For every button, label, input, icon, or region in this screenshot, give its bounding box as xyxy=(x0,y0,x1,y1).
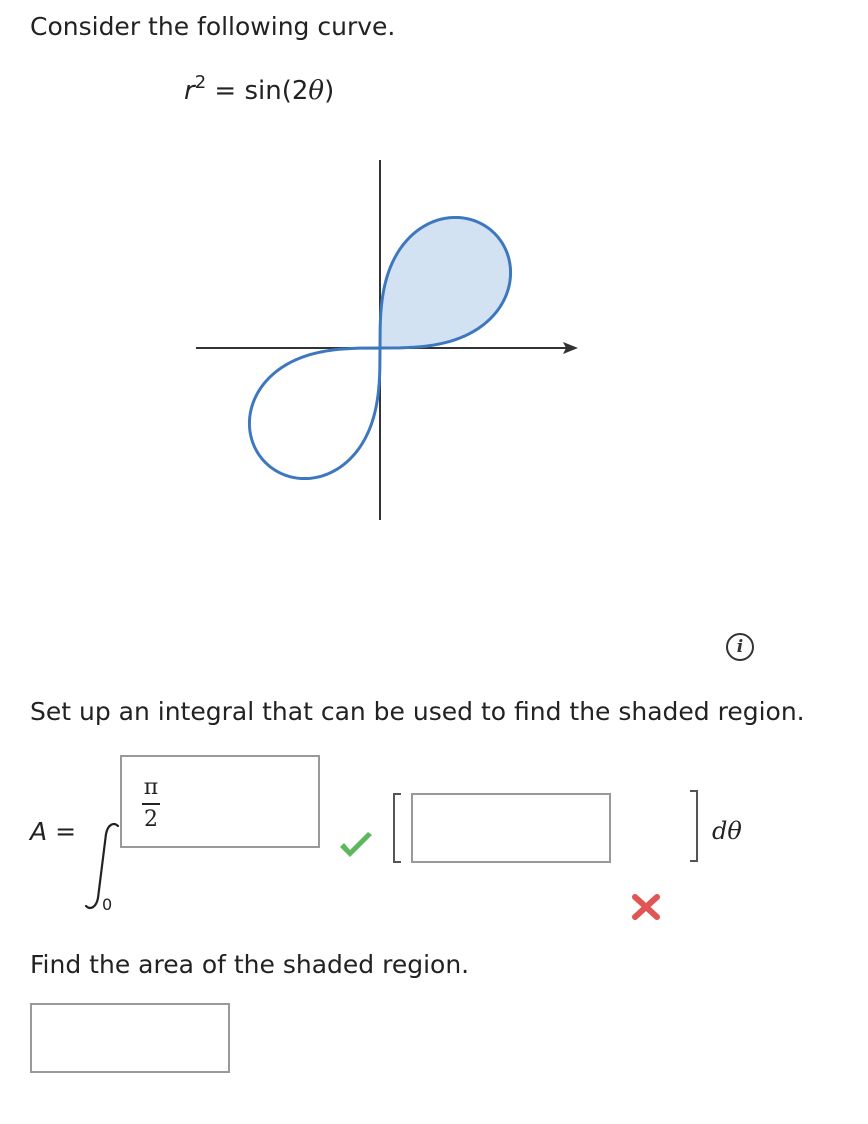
differential-theta: θ xyxy=(727,817,742,845)
equation-equals: = xyxy=(214,76,237,106)
upper-limit-fraction xyxy=(142,775,160,833)
lower-limit: 0 xyxy=(102,895,113,914)
differential-d: d xyxy=(712,817,728,845)
right-bracket xyxy=(690,790,698,862)
shaded-petal xyxy=(380,217,511,348)
part2-prompt: Find the area of the shaded region. xyxy=(30,950,470,979)
area-label xyxy=(30,817,76,846)
fraction-numerator: π xyxy=(143,775,159,800)
left-bracket xyxy=(393,793,401,863)
equation-rhs-prefix: sin(2 xyxy=(244,76,309,106)
area-variable: A xyxy=(30,817,48,846)
equation-power: 2 xyxy=(194,72,207,93)
part1-prompt: Set up an integral that can be used to find the shaded region. xyxy=(30,697,805,726)
integrand-input[interactable] xyxy=(411,793,611,863)
question-intro: Consider the following curve. xyxy=(30,12,396,41)
fraction-denominator: 2 xyxy=(144,807,158,832)
fraction-bar xyxy=(142,803,160,805)
info-icon[interactable]: i xyxy=(726,633,754,661)
area-answer-input[interactable] xyxy=(30,1003,230,1073)
equation-theta: θ xyxy=(308,76,325,106)
curve-equation xyxy=(184,72,335,106)
lower-petal xyxy=(249,348,380,479)
equation-lhs: r xyxy=(184,76,195,106)
integral-sign-icon xyxy=(80,820,120,915)
differential xyxy=(712,817,742,845)
equation-rhs-suffix: ) xyxy=(324,76,335,106)
checkmark-icon xyxy=(338,832,374,860)
x-mark-icon xyxy=(631,894,661,920)
lemniscate-graph xyxy=(190,155,590,525)
upper-limit-input[interactable] xyxy=(120,755,320,848)
area-equals: = xyxy=(55,817,77,846)
